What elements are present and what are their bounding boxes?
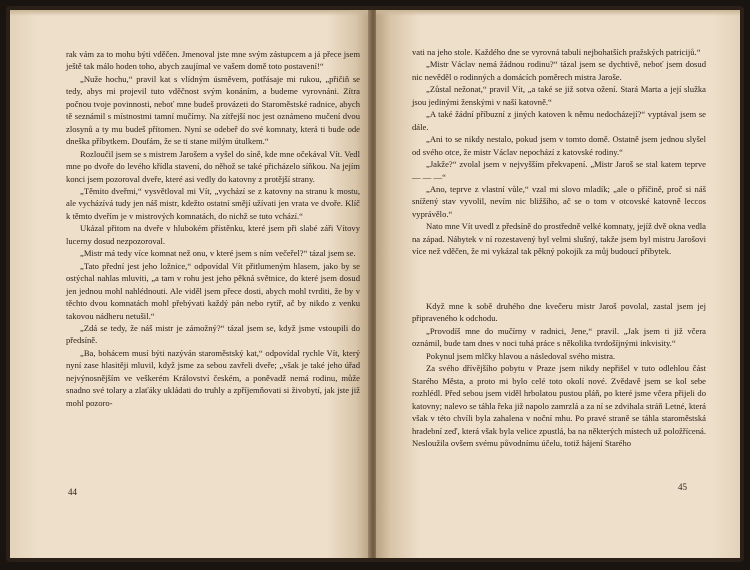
right-page-text-bottom [412,300,706,449]
paragraph: Když mne k sobě druhého dne kvečeru mistr Jaroš povolal, zastal jsem jej připraveného k odchodu. [412,301,706,324]
paragraph: „Jakže?“ zvolal jsem v nejvyšším překvapení. „Mistr Jaroš se stal katem teprve — — —“ [412,159,706,182]
paragraph: „Mistr Václav nemá žádnou rodinu?“ tázal jsem se dychtivě, neboť jsem dosud nic nevěděl o rodinných a domácích poměrech mistra Jaroše. [412,59,706,82]
left-page-text [66,48,360,409]
paragraph: „Těmito dveřmi,“ vysvětloval mi Vít, „vychází se z katovny na stranu k mostu, ale vycházívá tudy jen náš mistr, kdežto ostatní smějí užívati jen vrata ve dvoře. Klíč k těmto dveřím je v mistrových komnatách, do nichž se tuto vchází.“ [66,185,360,221]
paragraph: „A také žádní příbuzní z jiných katoven k němu nedocházejí?“ vyptával jsem se dále. [412,109,706,132]
right-page-text-top [412,46,706,258]
paragraph: Ukázal přitom na dveře v hlubokém přístěnku, které jsem při slabé záři Vítovy lucerny dosud nezpozoroval. [66,223,360,246]
paragraph: Za svého dřívějšího pobytu v Praze jsem nikdy nepřišel v tuto odlehlou část Starého Města, a proto mi bylo celé toto okolí nové. Zvědavě jsem se kol sebe rozhlédl. Před sebou jsem viděl hrbolatou pustou pláň, po které jsme včera přijeli do katovny; nalevo se táhla řeka již napolo zamrzlá a za ní se zdvihala stráň Letné, která však v této chvíli byla zahalena v noční mhu. Po pravé straně se táhla staroměstská hradební zeď, která však byla velice zpustlá, ba na některých místech už položřícená. Nesloužila ovšem svému původnímu účelu, totiž hájení Starého [412,363,706,448]
page-number: 44 [68,487,77,497]
paragraph: vati na jeho stole. Každého dne se vyrovná tabuli nejbohatších pražských patricijů.“ [412,47,701,57]
paragraph: „Ano, teprve z vlastní vůle,“ vzal mi slovo mladík; „ale o příčině, proč si náš snížený stav vyvolil, nevím nic bližšího, ač se o tom v otcovské katovně leccos vyprávělo.“ [412,183,706,219]
paragraph: „Nuže hochu,“ pravil kat s vlídným úsměvem, potřásaje mi rukou, „přičiň se tedy, abys mi projevil tuto vděčnost svým konáním, a budeme vyrovnáni. Zítra počnou tvoje povinnosti, neboť mne budeš provázeti do Staroměstské radnice, abych tě seznámil s místnostmi tamní mučírny. Na zítřejší noc jest oznámeno mučení dvou zlosynů a ty mu budeš přítomen. Nyní se odebeř do své komnaty, která ti bude ode dneška příbytkem. Doufám, že se ti stane milým útulkem.“ [66,73,360,147]
right-page [376,10,740,558]
paragraph: „Ani to se nikdy nestalo, pokud jsem v tomto domě. Ostatně jsem jednou slyšel od svého otce, že mistr Václav nepochází z katovské rodiny.“ [412,134,706,157]
open-book [6,6,744,562]
page-edge-shadow [376,10,740,16]
left-page [10,10,370,558]
paragraph: Nato mne Vít uvedl z předsíně do prostředně velké komnaty, jejíž dvě okna vedla na západ. Nábytek v ní rozestavený byl velmi slušný, takže jsem byl mistru Jarošovi více než vděčen, že mi vykázal tak pěkný pokojík za můj budoucí příbytek. [412,221,706,257]
page-number: 45 [678,482,687,492]
page-edge-shadow [10,10,370,16]
paragraph: „Provodíš mne do mučírny v radnici, Jene,“ pravil. „Jak jsem ti již včera oznámil, bude tam dnes v noci tuhá práce s několika tvrdošíjnými inkvisity.“ [412,325,706,349]
paragraph: „Mistr má tedy více komnat než onu, v které jsem s ním večeřel?“ tázal jsem se. [80,248,356,259]
paragraph: Pokynul jsem mlčky hlavou a následoval svého mistra. [426,350,616,361]
paragraph: „Tato přední jest jeho ložnice,“ odpovídal Vít přitlumeným hlasem, jako by se ostýchal nahlas mluviti, „a tam v rohu jest jeho pěkná světnice, do které jsem dosud jen jednou mohl nahlédnouti. Ale viděl jsem přece dosti, abych mohl tvrditi, že by v těchto dvou komnatách mohl přebývati každý pán nebo rytíř, ač by nikdo z venku takovou nádheru netušil.“ [66,260,360,321]
paragraph: Rozloučil jsem se s mistrem Jarošem a vyšel do síně, kde mne očekával Vít. Vedl mne po dvoře do levého křídla stavení, do něhož se také přicházelo síňkou. Na jejím konci jsem pozoroval dveře, které asi vedly do katovny z protější strany. [66,148,360,184]
paragraph: „Zdá se tedy, že náš mistr je zámožný?“ tázal jsem se, když jsme vstoupili do předsíně. [66,322,360,346]
paragraph: „Ba, bohácem musí býti nazýván staroměstský kat,“ odpovídal rychle Vít, který nyní zase hlasitěji mluvil, když jsme za sebou zavřeli dveře; „však je také jeho úřad nejvýnosnějším ve veškerém Království českém, a poněvadž nemá rodinu, může snadno své tolary a zlaťáky ukládati do truhly a zpříjemňovati si živobytí, jak jste již mohl pozoro- [66,347,360,408]
paragraph: rak vám za to mohu býti vděčen. Jmenoval jste mne svým zástupcem a já přece jsem ještě tak málo hoden toho, abych zaujímal ve vašem domě toto postavení!“ [66,49,360,72]
paragraph: „Zůstal nežonat,“ pravil Vít, „a také se již sotva ožení. Stará Marta a její služka jsou jedinými ženskými v naší katovně.“ [412,84,706,107]
